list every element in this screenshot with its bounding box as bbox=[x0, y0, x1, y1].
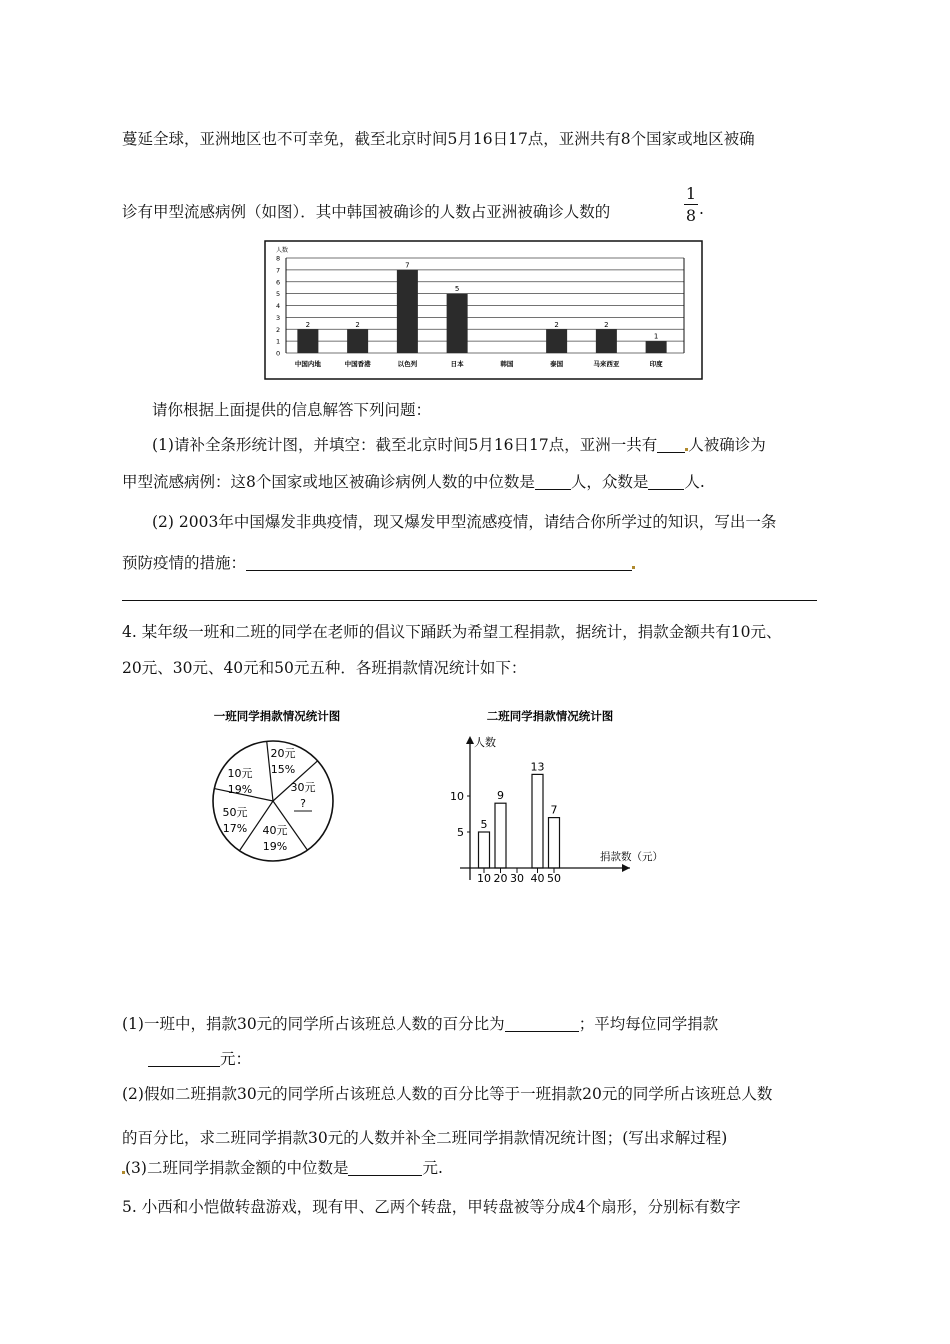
x-axis-label: 捐款数（元） bbox=[600, 851, 663, 863]
fraction-tail: . bbox=[699, 200, 704, 218]
answer-blank-total[interactable] bbox=[657, 437, 685, 454]
y-tick-label: 1 bbox=[276, 337, 281, 346]
pie-slice-percent: ? bbox=[300, 797, 306, 810]
answer-blank-percent[interactable] bbox=[505, 1016, 579, 1033]
bar bbox=[549, 818, 560, 868]
q4-sub2-line2: 的百分比，求二班同学捐款30元的人数并补全二班同学捐款情况统计图；(写出求解过程) bbox=[122, 1129, 728, 1147]
q3-part1-b: 人被确诊为 bbox=[688, 436, 766, 454]
x-tick-label: 50 bbox=[547, 872, 561, 885]
q3-part1-c: 甲型流感病例：这8个国家或地区被确诊病例人数的中位数是 bbox=[122, 473, 535, 491]
x-tick-label: 韩国 bbox=[500, 360, 514, 368]
q3-part2-b: 预防疫情的措施： bbox=[122, 554, 247, 572]
ink-dot bbox=[632, 566, 635, 569]
text-line-2 bbox=[122, 200, 610, 222]
bar-value-label: 2 bbox=[604, 320, 609, 329]
fraction-denominator: 8 bbox=[685, 206, 697, 225]
q4-sub3 bbox=[122, 1156, 443, 1178]
bar-value-label: 7 bbox=[405, 261, 410, 270]
bar-value-label: 5 bbox=[454, 285, 460, 294]
bar-value-label: 2 bbox=[554, 320, 559, 329]
q4-sub1-line2 bbox=[148, 1047, 251, 1069]
asia-flu-bar-chart bbox=[264, 240, 704, 382]
bar bbox=[479, 832, 490, 868]
bar-value-label: 1 bbox=[653, 332, 659, 341]
y-tick-label: 7 bbox=[276, 266, 281, 275]
answer-blank-mode[interactable] bbox=[648, 474, 684, 491]
bar-value-label: 5 bbox=[480, 818, 488, 831]
x-tick-label: 日本 bbox=[450, 360, 464, 368]
bar-value-label: 2 bbox=[305, 320, 311, 329]
q3-part2-line2 bbox=[122, 551, 635, 573]
x-tick-label: 20 bbox=[493, 872, 508, 885]
x-tick-label: 中国香港 bbox=[344, 360, 371, 368]
y-tick-label: 10 bbox=[450, 790, 464, 803]
bar-value-label: 2 bbox=[355, 320, 360, 329]
y-axis-arrow bbox=[466, 736, 474, 744]
pie-slice-percent: 19% bbox=[262, 840, 288, 853]
pie-slice-label: 10元 bbox=[227, 767, 253, 780]
answer-blank-measure[interactable] bbox=[246, 555, 632, 572]
y-tick-label: 8 bbox=[276, 254, 281, 263]
y-tick-label: 6 bbox=[276, 278, 281, 287]
q3-part1-e: 人. bbox=[684, 473, 705, 491]
x-tick-label: 中国内地 bbox=[294, 360, 321, 368]
q4-sub2-line1: (2)假如二班捐款30元的同学所占该班总人数的百分比等于一班捐款20元的同学所占该班总人数 bbox=[122, 1085, 773, 1103]
bar bbox=[596, 329, 617, 353]
q4-line2: 20元、30元、40元和50元五种．各班捐款情况统计如下： bbox=[122, 659, 527, 677]
text-line-1: 蔓延全球，亚洲地区也不可幸免，截至北京时间5月16日17点，亚洲共有8个国家或地区被确 bbox=[122, 130, 755, 148]
answer-blank-median[interactable] bbox=[535, 474, 571, 491]
q3-part1-d: 人，众数是 bbox=[570, 473, 649, 491]
q3-part1-a: (1)请补全条形统计图，并填空：截至北京时间5月16日17点，亚洲一共有 bbox=[152, 436, 658, 454]
q4-sub1-b: ；平均每位同学捐款 bbox=[578, 1015, 719, 1033]
y-axis-label: 人数 bbox=[276, 247, 289, 254]
x-tick-label: 马来西亚 bbox=[593, 360, 620, 368]
q5-line1: 5. 小西和小恺做转盘游戏，现有甲、乙两个转盘，甲转盘被等分成4个扇形，分别标有数字 bbox=[122, 1198, 741, 1216]
y-tick-label: 5 bbox=[457, 826, 464, 839]
x-tick-label: 30 bbox=[510, 872, 524, 885]
bar bbox=[447, 294, 468, 353]
bar-value-label: 9 bbox=[497, 789, 504, 803]
bar-value-label: 7 bbox=[550, 803, 558, 817]
bar bbox=[495, 803, 506, 868]
bar bbox=[646, 341, 667, 353]
pie-slice-percent: 17% bbox=[222, 822, 248, 835]
text-line-2-body: 诊有甲型流感病例（如图）．其中韩国被确诊的人数占亚洲被确诊人数的 bbox=[122, 203, 611, 221]
q4-sub3-a: (3)二班同学捐款金额的中位数是 bbox=[125, 1159, 349, 1177]
answer-line-measure-2[interactable] bbox=[122, 600, 817, 601]
q3-part2-line1: (2) 2003年中国爆发非典疫情，现又爆发甲型流感疫情，请结合你所学过的知识，写出一条 bbox=[152, 513, 777, 531]
pie-slice-percent: 19% bbox=[227, 783, 253, 796]
y-axis-label: 人数 bbox=[474, 736, 496, 749]
pie-slice-percent: 15% bbox=[270, 763, 296, 776]
class1-donation-pie-chart bbox=[195, 700, 365, 880]
x-tick-label: 10 bbox=[477, 872, 491, 885]
chart-frame bbox=[265, 241, 702, 379]
fraction-numerator: 1 bbox=[685, 184, 697, 203]
q3-part1-line2 bbox=[122, 470, 705, 492]
bar2-title: 二班同学捐款情况统计图 bbox=[486, 709, 614, 723]
pie-slice-label: 40元 bbox=[262, 824, 288, 837]
bar bbox=[297, 329, 318, 353]
bar-value-label: 13 bbox=[530, 760, 545, 774]
class2-donation-bar-chart bbox=[440, 700, 670, 890]
q4-sub1-c: 元： bbox=[220, 1050, 252, 1068]
bar bbox=[397, 270, 418, 353]
bar bbox=[347, 329, 368, 353]
x-tick-label: 泰国 bbox=[550, 360, 564, 368]
x-tick-label: 以色列 bbox=[397, 360, 418, 368]
y-tick-label: 0 bbox=[276, 349, 281, 358]
q3-part1-line1 bbox=[152, 433, 766, 455]
bar bbox=[532, 774, 543, 868]
x-tick-label: 印度 bbox=[649, 360, 663, 368]
y-tick-label: 4 bbox=[276, 302, 281, 310]
q4-sub3-b: 元. bbox=[422, 1159, 443, 1177]
pie-title: 一班同学捐款情况统计图 bbox=[213, 709, 341, 723]
y-tick-label: 2 bbox=[276, 325, 281, 334]
pie-slice-label: 30元 bbox=[290, 781, 316, 794]
q3-intro: 请你根据上面提供的信息解答下列问题： bbox=[152, 401, 432, 419]
bar bbox=[546, 329, 567, 353]
x-tick-label: 40 bbox=[530, 872, 545, 885]
answer-blank-class2-median[interactable] bbox=[348, 1160, 422, 1177]
q4-line1: 4. 某年级一班和二班的同学在老师的倡议下踊跃为希望工程捐款，据统计，捐款金额共有10元、 bbox=[122, 623, 782, 641]
q4-sub1-a: (1)一班中，捐款30元的同学所占该班总人数的百分比为 bbox=[122, 1015, 505, 1033]
pie-slice-label: 50元 bbox=[222, 806, 248, 819]
y-tick-label: 5 bbox=[276, 290, 281, 299]
fraction-one-eighth bbox=[684, 184, 698, 225]
pie-slice-label: 20元 bbox=[270, 747, 296, 760]
answer-blank-average[interactable] bbox=[148, 1051, 220, 1068]
y-tick-label: 3 bbox=[276, 313, 281, 322]
x-axis-arrow bbox=[622, 864, 630, 872]
q4-sub1-line1 bbox=[122, 1012, 718, 1034]
